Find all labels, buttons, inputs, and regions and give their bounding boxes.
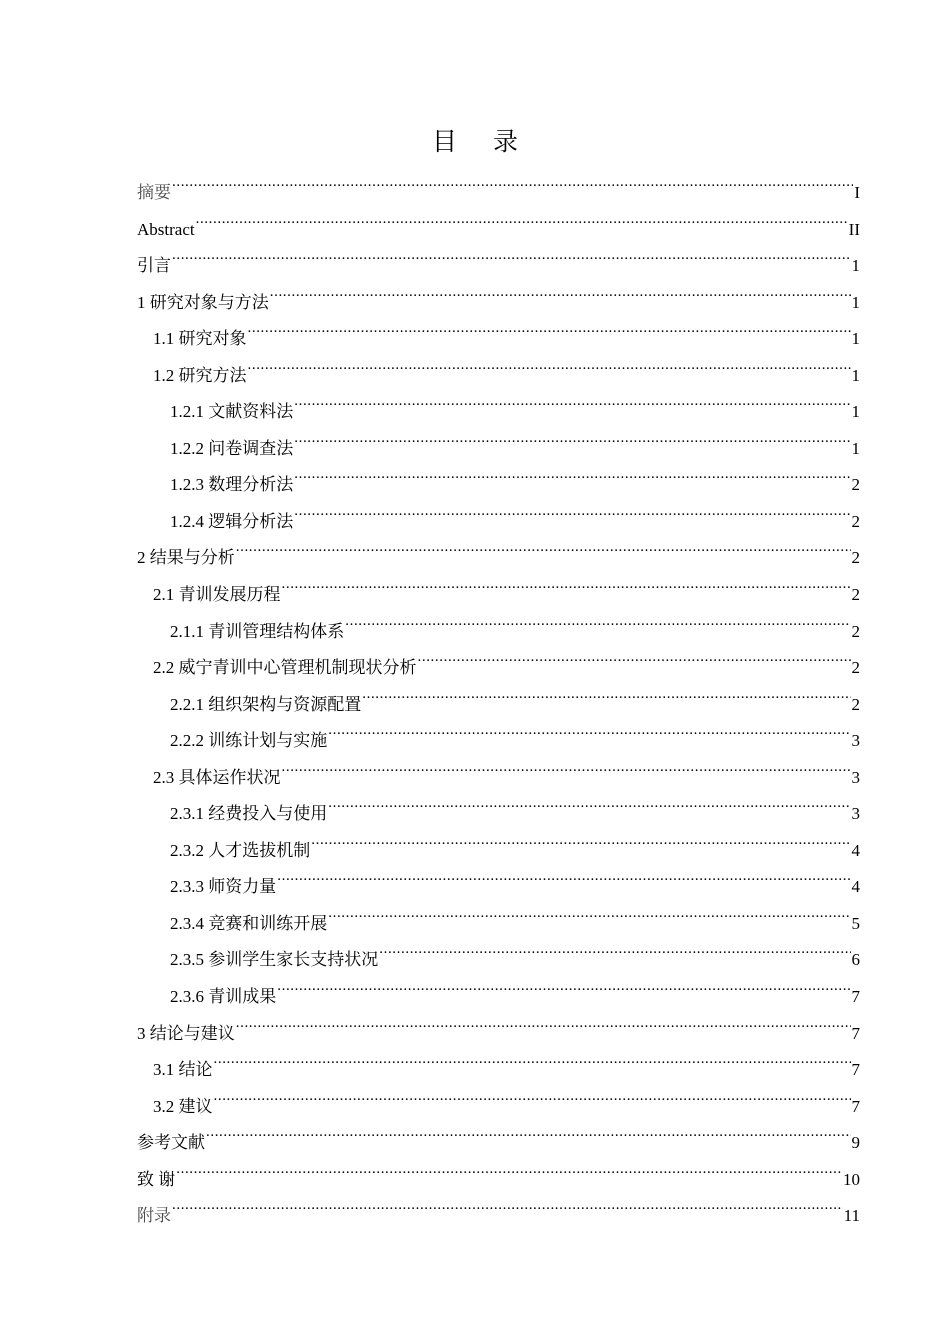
toc-dot-leader [214,1076,851,1112]
toc-dot-leader [236,527,851,563]
toc-dot-leader [236,1003,851,1039]
toc-page-number: 2 [851,658,860,678]
toc-page-number: 2 [851,475,860,495]
toc-page-number: 7 [851,1096,860,1116]
toc-dot-leader [176,1149,842,1185]
toc-entry-text: 2.3 具体运作状况 [153,767,281,787]
toc-dot-leader [418,637,851,673]
toc-entry-text: 附录 [137,1206,171,1226]
toc-dot-leader [294,454,850,490]
toc-entry[interactable] [137,1185,860,1226]
toc-entry-text: 2.3.5 参训学生家长支持状况 [170,950,379,970]
toc-entry[interactable] [137,1149,860,1189]
toc-entry[interactable] [137,162,860,202]
toc-dot-leader [282,747,851,783]
toc-entry-text: 1.2.1 文献资料法 [170,402,294,422]
toc-entry[interactable] [137,527,860,568]
toc-dot-leader [294,381,850,417]
toc-entry[interactable] [137,1003,860,1043]
toc-dot-leader [328,710,850,746]
toc-entry[interactable] [137,199,860,239]
toc-entry-text: 致 谢 [137,1169,176,1189]
toc-page-number: II [848,219,860,239]
toc-page-number: 2 [851,621,860,641]
toc-entry-text: 1.1 研究对象 [153,329,247,349]
toc-page-number: I [854,183,860,202]
toc-dot-leader [328,783,850,819]
toc-dot-leader [311,820,850,856]
toc-page-number: 3 [851,731,860,751]
toc-page-number: 9 [851,1133,860,1153]
toc-entry-text: 1.2.2 问卷调查法 [170,438,294,458]
toc-entry-text: 2.2 威宁青训中心管理机制现状分析 [153,658,417,678]
toc-page-number: 1 [851,329,860,349]
toc-entry-text: 1.2 研究方法 [153,365,247,385]
toc-page-number: 3 [851,804,860,824]
toc-dot-leader [282,564,851,600]
toc-dot-leader [345,601,850,637]
toc-page-number: 2 [851,548,860,568]
toc-dot-leader [214,1039,851,1075]
toc-entry[interactable] [137,1076,860,1116]
toc-page-number: 10 [843,1169,860,1189]
toc-dot-leader [206,1112,851,1148]
toc-page-number: 7 [851,1023,860,1043]
toc-entry-text: 2.3.3 师资力量 [170,877,277,897]
toc-entry-text: 2.3.6 青训成果 [170,987,277,1007]
toc-page-number: 7 [851,987,860,1007]
toc-dot-leader [172,162,853,198]
toc-page-number: 1 [851,402,860,422]
toc-title: 目 录 [432,127,532,156]
toc-entry-text: 2.2.1 组织架构与资源配置 [170,694,362,714]
toc-page-number: 1 [851,365,860,385]
toc-entry[interactable] [137,235,860,276]
toc-dot-leader [294,491,850,527]
toc-entry-text: 3.1 结论 [153,1060,213,1080]
toc-page-number: 2 [851,694,860,714]
toc-dot-leader [277,856,850,892]
toc-page-number: 5 [851,913,860,933]
toc-page-number: 1 [851,438,860,458]
toc-page-number: 7 [851,1060,860,1080]
toc-page-number: 4 [851,840,860,860]
toc-page-number: 1 [851,292,860,312]
toc-dot-leader [328,893,850,929]
toc-entry-text: 1.2.3 数理分析法 [170,475,294,495]
toc-page-number: 11 [843,1206,860,1226]
toc-entry-text: 1 研究对象与方法 [137,292,269,312]
toc-list [137,162,860,1226]
toc-dot-leader [277,966,850,1002]
toc-entry[interactable] [137,1039,860,1080]
toc-entry[interactable] [137,564,860,605]
toc-entry-text: 3.2 建议 [153,1096,213,1116]
toc-dot-leader [248,345,851,381]
toc-entry-text: 2.3.1 经费投入与使用 [170,804,328,824]
toc-entry-text: 2.3.4 竞赛和训练开展 [170,913,328,933]
toc-entry-text: 2.3.2 人才选拔机制 [170,840,311,860]
toc-entry-text: 摘要 [137,183,171,202]
toc-entry-text: 2.1 青训发展历程 [153,585,281,605]
toc-entry-text: 参考文献 [137,1133,205,1153]
toc-dot-leader [248,308,851,344]
toc-dot-leader [172,1185,843,1221]
toc-dot-leader [172,235,851,271]
toc-entry-text: 3 结论与建议 [137,1023,235,1043]
toc-entry-text: 2.1.1 青训管理结构体系 [170,621,345,641]
toc-entry[interactable] [137,1112,860,1153]
toc-page-number: 6 [851,950,860,970]
toc-entry[interactable] [137,272,860,312]
toc-entry-text: 2 结果与分析 [137,548,235,568]
toc-page-number: 2 [851,585,860,605]
toc-dot-leader [379,929,850,965]
toc-entry-text: 2.2.2 训练计划与实施 [170,731,328,751]
toc-page-number: 3 [851,767,860,787]
toc-entry-text: 引言 [137,256,171,276]
toc-entry-text: 1.2.4 逻辑分析法 [170,511,294,531]
toc-entry-text: Abstract [137,219,195,239]
toc-dot-leader [270,272,851,308]
toc-page-number: 1 [851,256,860,276]
toc-page-number: 2 [851,511,860,531]
toc-page-number: 4 [851,877,860,897]
toc-dot-leader [196,199,848,235]
toc-dot-leader [294,418,850,454]
toc-dot-leader [362,674,850,710]
